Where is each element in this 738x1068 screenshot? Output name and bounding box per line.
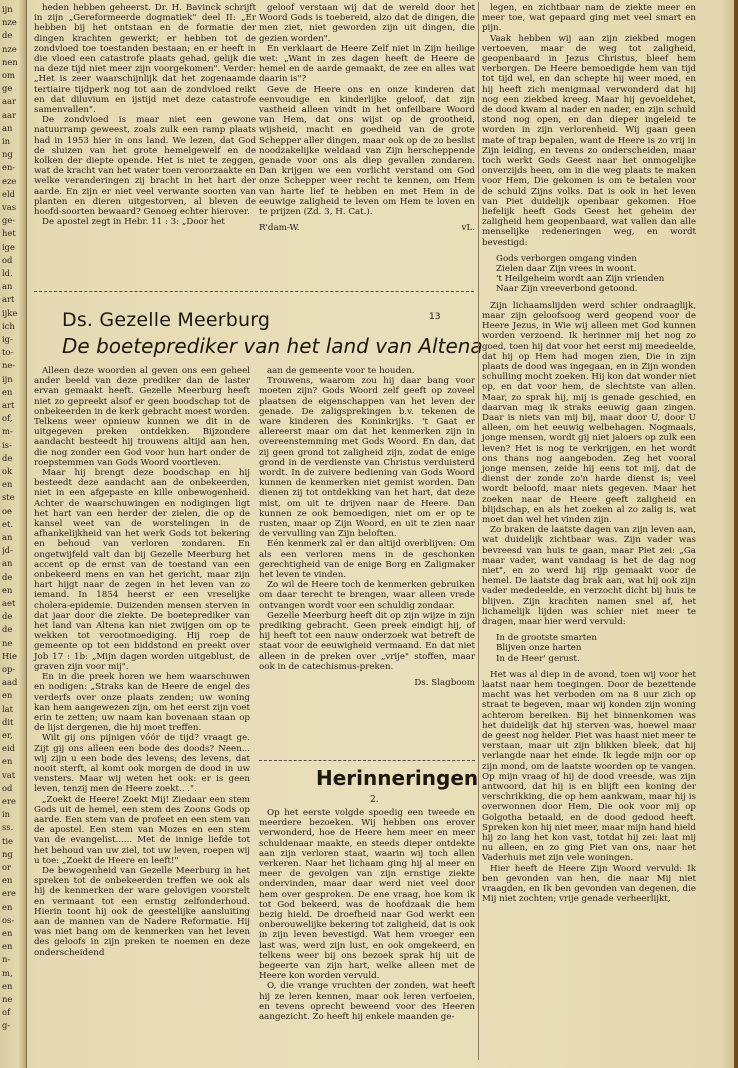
paragraph: Zo braken de laatste dagen van zijn leven aan, wat duidelijk zichtbaar was. Zijn vader was bevreesd van huis te gaan, maar Piet zei: „Ga maar vader, want vandaag is het de dag nog niet", en zo werd hij rijp gemaakt voor de hemel. De laatste dag brak aan, wat hij ook zijn vader mededeelde, en verzocht dicht bij huis te blijven. Zijn krachten namen snel af, het lichamelijk lijden was schier niet meer te dragen, maar hier werd vervuld: [482, 525, 696, 627]
poem-quote [482, 254, 696, 295]
gutter-fragment: an [2, 532, 13, 542]
gutter-fragment: oe [2, 505, 12, 516]
gutter-fragment: ge- [2, 215, 16, 226]
gutter-fragment: g- [2, 1020, 11, 1031]
gutter-fragment: en [2, 690, 13, 701]
gutter-fragment: of, [2, 413, 13, 424]
gutter-fragment: en [2, 928, 13, 938]
gutter-fragment: art [2, 294, 15, 305]
gutter-fragment: n- [2, 954, 11, 965]
gutter-fragment: or [2, 862, 12, 872]
gutter-fragment: to- [2, 347, 14, 358]
paragraph: Gezelle Meerburg heeft dit op zijn wijze in zijn prediking gebracht. Geen preek eindigt hij, of hij heeft tot een nauw onderzoek wat betreft de staat voor de eeuwigheid vermaand. En dat niet alleen in de preken over „vrije" stoffen, maar ook in de catechismus-preken. [259, 610, 475, 672]
column-rule [478, 2, 479, 1060]
gutter-fragment: nze [2, 43, 17, 54]
paragraph: geloof verstaan wij dat de wereld door het Woord Gods is toebereid, alzo dat de dingen, die men ziet, niet geworden zijn uit dingen, die gezien worden". [259, 3, 475, 44]
gutter-fragment: aet [2, 598, 16, 608]
gutter-fragment: an [2, 122, 13, 133]
article-body-col2 [259, 366, 475, 688]
gutter-fragment: in [2, 809, 11, 820]
paragraph: Het was al diep in de avond, toen wij voor het laatst naar hem toegingen. Door de bezettende macht was het verboden om na 8 uur zich op straat te begeven, maar wij konden zijn woning achterom bereiken. Bij het binnenkomen was het duidelijk dat hij sterven was, hoewel maar de geest nog helder. Piet was haast niet meer te verstaan, maar uit zijn blikken bleek, dat hij verlangde naar het einde. Ik legde mijn oor op zijn mond, om de laatste woorden op te vangen. Op mijn vraag of hij de dood vreesde, was zijn antwoord, dat hij is en blijft een koning der verschrikking, die op hem aankwam, maar hij is overwonnen door Hem, Die ook voor mij op Golgotha betaald, en de dood gedood heeft. Spreken kon hij niet meer, maar mijn hand hield hij zo lang het kon vast, totdat hij zei: laat mij nu alleen, en zo ging Piet van ons, naar het Vaderhuis met zijn vele woningen. [482, 669, 696, 864]
page-number: 13 [429, 312, 441, 322]
gutter-fragment: en [2, 980, 13, 991]
poem-line: 't Heilgeheim wordt aan Zijn vrienden [496, 274, 665, 285]
gutter-fragment: dit [2, 716, 14, 727]
gutter-fragment: om [2, 70, 15, 80]
paragraph: Geve de Heere ons en onze kinderen dat eenvoudige en kinderlijke geloof, dat zijn vastheid alleen vindt in het onfeilbare Woord van Hem, dat ons wijst op de grootheid, wijsheid, macht en goedheid van de grote Schepper aller dingen, maar ook op de zo beslist noodzakelijke weldaad van Zijn herscheppende genade voor ons als diep gevallen zondaren. Dan krijgen we een vorlicht verstand om God onze Schepper weer recht te kennen, om Hem van harte lief te hebben en met Hem in de eeuwige zaligheid te leven om Hem te loven en te prijzen (Zd. 3, H. Cat.). [259, 84, 475, 218]
article-continuation-col2 [259, 3, 475, 233]
article-body-col2 [259, 808, 475, 1022]
gutter-fragment: os- [2, 914, 15, 925]
paragraph: Alleen deze woorden al geven ons een geheel ander beeld van deze prediker dan de laster ervan gemaakt heeft. Gezelle Meerburg heeft niet zo gepreekt alsof er geen boodschap tot de onbekeerden in de kerk gebracht moest worden. Telkens weer opnieuw kunnen we dit in de uitgegeven preken ontdekken. Bijzondere aandacht besteedt hij trouwens altijd aan hen, die nog zonder een God voor hun hart onder de roepstemmen van Gods Woord voortleven. [34, 366, 250, 468]
gutter-fragment: en [2, 901, 13, 912]
gutter-fragment: op- [2, 664, 16, 674]
article-body-col1 [34, 366, 250, 958]
poem-line: Blijven onze harten [496, 643, 582, 654]
paragraph: heden hebben geheerst. Dr. H. Bavinck schrijft in zijn „Gereformeerde dogmatiek" deel II: „Er hebben bij het ontstaan en de formatie der dingen krachten gewerkt; er hebben tot de zondvloed toe toestanden bestaan; en er heeft in die vloed een catastrofe plaats gehad, gelijk die na deze tijd niet meer zijn voorgekomen". Verder: „Het is zeer waarschijnlijk dat het zogenaamde tertiaire tijdperk nog tot aan de zondvloed reikt en dat diluvium en ijstijd met deze catastrofe samenvallen". [34, 3, 256, 116]
section-divider [34, 291, 474, 292]
poem-line: In de grootste smarten [496, 633, 598, 644]
article-title: Ds. Gezelle Meerburg [62, 309, 271, 331]
gutter-fragment: de [2, 30, 13, 41]
gutter-fragment: ijke [2, 307, 18, 318]
gutter-fragment: ne- [2, 360, 16, 371]
gutter-fragment: vat [2, 769, 16, 780]
gutter-fragment: en- [2, 162, 16, 173]
gutter-fragment: ne [2, 637, 13, 648]
gutter-fragment: ld. [2, 268, 13, 278]
gutter-fragment: de [2, 611, 13, 622]
gutter-fragment: de [2, 452, 13, 463]
article-body-col3 [482, 3, 696, 904]
paragraph: Eén kenmerk zal er dan altijd overblijven: Om als een verloren mens in de geschonken gerechtigheid van de enige Borg en Zaligmaker het leven te vinden. [259, 539, 475, 581]
signature-initials: vL. [461, 223, 475, 234]
gutter-fragment: ere [2, 796, 16, 806]
article-signature: Ds. Slagboom [414, 678, 475, 689]
article-signature [259, 223, 475, 233]
gutter-fragment: en [2, 941, 13, 952]
gutter-fragment: ijn [2, 4, 13, 14]
gutter-fragment: en [2, 386, 13, 397]
gutter-fragment: er, [2, 730, 13, 740]
paragraph: legen, en zichtbaar nam de ziekte meer en meer toe, wat gepaard ging met veel smart en pijn. [482, 3, 696, 34]
gutter-fragment: ge [2, 83, 13, 94]
gutter-fragment: en [2, 584, 13, 595]
gutter-fragment: ne [2, 994, 13, 1004]
paragraph: De bewogenheid van Gezelle Meerburg in het spreken tot de onbekeerden treffen we ook als hij de kenmerken der ware gelovigen voorstelt en vermaant tot een ernstig zelfonderhoud. Hierin toont hij ook de geestelijke aansluiting aan de mannen van de Nadere Reformatie. Hij was niet bang om de kenmerken van het leven des geloofs in zijn preken te noemen en deze onderscheidend [34, 865, 250, 958]
paragraph: Maar hij brengt deze boodschap en hij besteedt deze aandacht aan de onbekeerden, niet in een afgepaste en kille onbewogenheid. Achter de waarschuwingen en nodigingen ligt het hart van een herder der zielen, die op de kansel weet van de worstelingen in de afhankelijkheid van het werk Gods tot bekering en behoud van verloren zondaren. En ongetwijfeld valt dan bij Gezelle Meerburg het accent op de ernst van de toestand van een onbekeerd mens en van het gericht, maar zijn hart hijgt naar de zegen in het leven van zo iemand. In 1854 heerst er een vreselijke cholera-epidemie. Duizenden mensen sterven in dat jaar door die ziekte. De boeteprediker van het land van Altena kan niet zwijgen om op te wekken tot verootmoediging. Hij roep de gemeente op tot een biddstond en preekt over Job 17 : 1b: „Mijn dagen worden uitgeblust, de graven zijn voor mij". [34, 468, 250, 672]
gutter-fragment: an [2, 281, 13, 292]
gutter-fragment: ste [2, 492, 15, 503]
gutter-fragment: de [2, 624, 13, 635]
gutter-fragment: in [2, 136, 11, 146]
paragraph: En verklaart de Heere Zelf niet in Zijn heilige wet: „Want in zes dagen heeft de Heere de hemel en de aarde gemaakt, de zee en alles wat daarin is"? [259, 43, 475, 85]
gutter-fragment: en [2, 756, 13, 767]
gutter-fragment: ng [2, 848, 13, 859]
gutter-fragment: Hie [2, 650, 17, 661]
gutter-fragment: art [2, 400, 15, 410]
gutter-fragment: eld [2, 188, 15, 199]
gutter-fragment: vas [2, 202, 17, 212]
paragraph: Trouwens, waarom zou hij daar bang voor moeten zijn? Gods Woord zelf geeft op zoveel plaatsen de eigenschappen van het leven der genade. De zaligsprekingen b.v. tekenen de ware kinderen des Koninkrijks. 't Gaat er allereerst maar om dat het kenmerken zijn in overeenstemming met Gods Woord. En dan, dat zij geen grond tot zaligheid zijn, zodat de enige grond in de verdienste van Christus verduisterd wordt. In de zuivere bediening van Gods Woord kunnen de kenmerken niet gemist worden. Dan dienen zij tot ontdekking van het hart, dat deze mist, om uit te drijven naar de Heere. Dan kunnen ze ook bemoedigen, niet om er op te rusten, maar op Zijn Woord, en uit te zien naar de vervulling van Zijn beloften. [259, 376, 475, 540]
gutter-fragment: lat [2, 703, 14, 714]
gutter-fragment: het [2, 228, 16, 239]
page-edge [734, 0, 738, 1068]
article-part-number: 2. [370, 795, 379, 805]
poem-line: Naar Zijn vreeverbond getoond. [496, 284, 638, 295]
gutter-fragment: of [2, 1007, 11, 1018]
gutter-fragment: ng [2, 149, 13, 160]
gutter-fragment: en [2, 875, 13, 886]
paragraph: „Zoekt de Heere! Zoekt Mij! Ziedaar een stem Gods uit de hemel, een stem des Zoons Gods op aarde. Een stem van de profeet en een stem van de apostel. Een stem van Mozes en een stem van de evangelist...... Met de innige liefde tot het behoud van uw ziel, tot uw leven, roepen wij u toe: „Zoekt de Heere en leeft!" [34, 794, 250, 866]
paragraph: De apostel zegt in Hebr. 11 : 3: „Door het [42, 217, 225, 228]
gutter-fragment: m- [2, 426, 13, 437]
gutter-fragment: ich [2, 320, 15, 331]
gutter-fragment: en [2, 479, 13, 490]
poem-line: Gods verborgen omgang vinden [496, 253, 637, 264]
gutter-fragment: aar [2, 109, 16, 120]
gutter-fragment: et. [2, 518, 13, 529]
gutter-fragment: od [2, 782, 13, 793]
gutter-fragment: ss. [2, 822, 14, 833]
gutter-fragment: aar [2, 96, 16, 107]
paragraph: O, die vrange vruchten der zonden, wat heeft hij ze leren kennen, maar ook leren verfoeien, en tevens oprecht beweend voor des Heeren aangezicht. Zo heeft hij enkele maanden ge- [259, 981, 475, 1023]
poem-line: In de Heer' gerust. [496, 653, 580, 664]
previous-page-gutter [0, 0, 27, 1068]
signature-place: R'dam-W. [259, 223, 300, 234]
paragraph: Wilt gij ons pijnigen vóór de tijd? vraagt ge. Zijt gij ons alleen een bode des doods? Neen... wij zijn u een bode des levens; des levens, dat nooit sterft, al komt ook morgen de dood in uw vensters. Maar wij weten het ook: er is geen leven, tenzij men de Heere zoekt.. .". [34, 733, 250, 795]
gutter-fragment: m, [2, 967, 13, 978]
gutter-fragment: is- [2, 439, 12, 450]
gutter-fragment: aad [2, 677, 18, 688]
paragraph: Zo wil de Heere toch de kenmerken gebruiken om daar terecht te brengen, waar alleen vrede ontvangen wordt voor een schuldig zondaar. [259, 580, 475, 611]
article-continuation-col1 [34, 3, 256, 227]
section-divider [259, 760, 475, 761]
gutter-fragment: ere [2, 888, 16, 899]
paragraph: Vaak hebben wij aan zijn ziekbed mogen vertoeven, maar de weg tot zaligheid, geopenbaard in Jezus Christus, bleef hem verborgen. De Heere bemoedigde hem van tijd tot tijd wel, en dan schepte hij weer moed, en hij heeft zich menigmaal verwonderd dat hij nog een ziekbed kreeg. Maar hij gevoeldehet, de dood kwam al nader en nader, en zijn schuld stond nog open, en dan dieper ingeleid te worden in zijn verlorenheid. Wij gaan geen mate of trap bepalen, want de Heere is zo vrij in Zijn leiding, en tevens zo onderscheiden, maar toch werkt Gods Geest naar het onmogelijke onverzijds heen, om in die weg plaats te maken voor Hem, Die gekomen is om te betalen voor de schuld Zijns volks. Dat is ook in het leven van Piet duidelijk openbaar gekomen. Hoe liefelijk heeft Gods Geest het geheim der zaligheid hem geopenbaard, wat vallen dan alle menselijke redeneringen weg, en wordt bevestigd: [482, 33, 696, 248]
gutter-fragment: od [2, 254, 13, 265]
poem-line: Zielen daar Zijn vrees in woont. [496, 264, 637, 275]
gutter-fragment: nen [2, 56, 18, 67]
article-subtitle: De boeteprediker van het land van Altena [62, 334, 483, 358]
gutter-fragment: jd- [2, 545, 13, 556]
paragraph: Hier heeft de Heere Zijn Woord vervuld: Ik ben gevonden van hen, die naar Mij niet vraagden, en Ik ben gevonden van degenen, die Mij niet zochten; vrije genade verheerlijkt, [482, 863, 696, 905]
gutter-fragment: ige [2, 241, 15, 252]
gutter-fragment: de [2, 571, 13, 582]
article-title: Herinneringen [316, 766, 479, 790]
gutter-fragment: ijn [2, 373, 13, 384]
paragraph: De zondvloed is maar niet een gewone natuurramp geweest, zoals zulk een ramp plaats had in 1953 hier in ons land. We lezen, dat God de sluizen van het grote hemelgewelf en de kolken der diepte opende. Het is niet te zeggen, wat de kracht van het water toen veroorzaakte en welke veranderingen zij bracht in het hart der aarde. En zijn er niet veel verwante soorten van planten en dieren uitgestorven, al bleven de hoofd-soorten bewaard? Genoeg echter hierover. [34, 115, 256, 218]
gutter-fragment: nze [2, 17, 17, 28]
gutter-fragment: tie [2, 835, 14, 846]
gutter-fragment: eze [2, 175, 17, 186]
gutter-fragment: an [2, 558, 13, 569]
gutter-fragment: ok [2, 466, 13, 476]
paragraph: En in die preek horen we hem waarschuwen en nodigen: „Straks kan de Heere de engel des verderfs over onze plaats zenden; uw woning kan hem aangewezen zijn, om het eerst zijn voet erin te zetten; uw naam kan bovenaan staan op de lijst dergenen, die hij moet treffen. [34, 672, 250, 734]
poem-quote [482, 633, 696, 664]
paragraph: Op het eerste volgde spoedig een tweede en meerdere bezoeken. Wij hebben ons erover verwonderd, hoe de Heere hem meer en meer schuldenaar maakte, en steeds dieper ontdekte aan zijn verloren staat, waarin wij toch allen verkeren. Naar het lichaam ging hij al meer en meer de gevolgen van zijn ernstige ziekte ondervinden, maar daar werd niet veel door hem over gesproken. De ene vraag, hoe kom ik tot God bekeerd, was de hoofdzaak die hem bezig hield. De droefheid naar God werkt een onberouwelijke bekering tot zaligheid, dat is ook in zijn leven bevestigd. Wat hem vroeger een last was, werd zijn lust, en ook omgekeerd, en telkens weer bij ons bezoek sprak hij uit de begeerte van zijn hart, welke alleen met de Heere kon worden vervuld. [259, 808, 475, 982]
paragraph: aan de gemeente voor te houden. [267, 366, 415, 376]
gutter-fragment: ig- [2, 334, 13, 344]
gutter-fragment: eid [2, 743, 15, 754]
paragraph: Zijn lichaamslijden werd schier ondraaglijk, maar zijn geloofsoog werd geopend voor de Heere Jezus, in Wie wij alleen met God kunnen worden verzoend. Ik herinner mij het nog zo goed, toen hij dat voor het eerst mij meedeelde, dat hij op Hem had mogen zien, Die in zijn plaats de dood was ingegaan, en in Zijn wonden schulling mocht zoeken. Hij kon dat wonder niet op, en dat voor hem, de slechtste van allen. Maar, zo sprak hij, mij is genade geschied, en daarvan mag ik straks eeuwig gaan zingen. Daar is niets van mij bij, maar door U, door U alleen, om het eeuwig welbehagen. Nogmaals, jonge mensen, wordt gij niet jaloers op zulk een leven? Het is nog te verkrijgen, en het wordt ons thans nog aangeboden. Zeg het vooral jonge mensen, zeide hij eens tot mij, dat de dienst der zonde zo'n harde dienst is; veel wordt beloofd, maar niets gegeven. Maar het zoeken naar de Heere geeft zaligheid en blijdschap, en als het zoeken al zo zalig is, wat moet dan wel het vinden zijn. [482, 300, 696, 525]
